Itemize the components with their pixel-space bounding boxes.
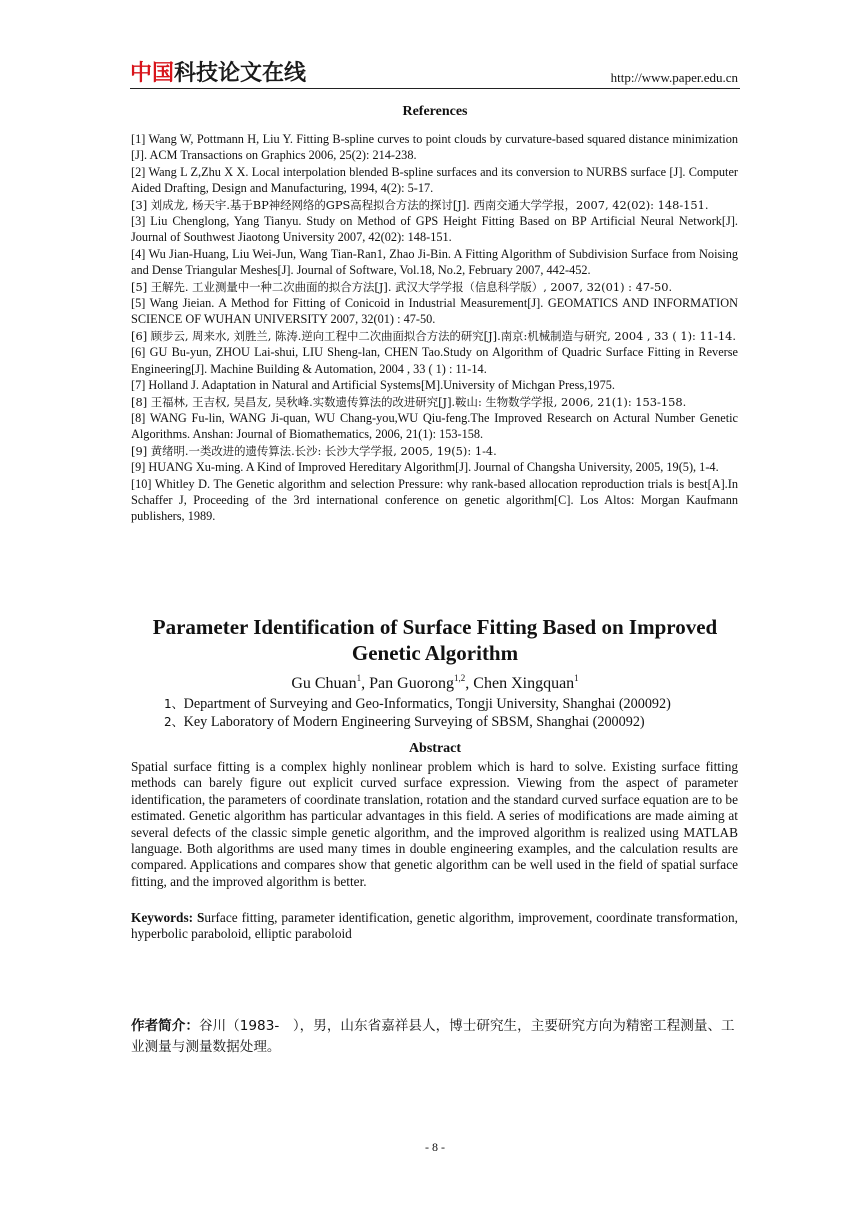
references-heading: References <box>402 104 468 119</box>
reference-item: [8] 王福林, 王吉权, 吴昌友, 吴秋峰.实数遗传算法的改进研究[J].鞍山: 生物数学学报, 2006, 21(1): 153-158. <box>131 394 687 409</box>
affiliation-number: 1、 <box>164 697 184 711</box>
reference-item: [6] 顾步云, 周来水, 刘胜兰, 陈涛.逆向工程中二次曲面拟合方法的研究[J].南京:机械制造与研究, 2004 , 33 ( 1): 11-14. <box>131 328 736 343</box>
affiliation-number: 2、 <box>164 715 184 729</box>
reference-item: [5] Wang Jieian. A Method for Fitting of Conicoid in Industrial Measurement[J]. GEOMATICS AND INFORMATION SCIENCE OF WUHAN UNIVERSITY 2007, 32(01) : 47-50. <box>131 296 738 327</box>
affiliation-text: Department of Surveying and Geo-Informatics, Tongji University, Shanghai (200092) <box>183 696 671 712</box>
author-bio-text: 谷川（1983- ），男，山东省嘉祥县人，博士研究生，主要研究方向为精密工程测量、工业测量与测量数据处理。 <box>131 1018 735 1055</box>
site-url[interactable]: http://www.paper.edu.cn <box>610 70 738 85</box>
author-name: Pan Guorong <box>369 675 455 692</box>
author-bio <box>131 1016 738 1058</box>
keywords-text: urface fitting, parameter identification, genetic algorithm, improvement, coordinate transformation, hyperbolic paraboloid, elliptic paraboloid <box>131 910 739 942</box>
page-number: - 8 - <box>425 1140 445 1154</box>
author-affiliation-mark: 1 <box>574 673 579 683</box>
affiliation-line <box>164 695 671 713</box>
author-affiliation-mark: 1 <box>356 673 362 683</box>
author-line: Gu Chuan$^1$, Pan Guorong$^{1,2}$, Chen Xingquan$^1$ <box>291 673 579 692</box>
reference-item: [3] Liu Chenglong, Yang Tianyu. Study on Method of GPS Height Fitting Based on BP Artificial Neural Network[J]. Journal of Southwest Jiaotong University 2007, 42(02): 148-151. <box>131 214 738 245</box>
logo-text-red: 中国 <box>130 61 175 86</box>
page-header <box>130 62 740 89</box>
reference-item: [9] HUANG Xu-ming. A Kind of Improved Hereditary Algorithm[J]. Journal of Changsha University, 2005, 19(5), 1-4. <box>131 460 719 475</box>
affiliation-line <box>164 713 645 731</box>
paper-title: Parameter Identification of Surface Fitting Based on Improved Genetic Algorithm <box>152 615 718 665</box>
reference-item: [2] Wang L Z,Zhu X X. Local interpolation blended B-spline surfaces and its conversion to NURBS surface [J]. Computer Aided Drafting, Design and Manufacturing, 1994, 4(2): 5-17. <box>131 164 738 196</box>
author-name: Gu Chuan <box>291 675 357 692</box>
keywords-label: Keywords: S <box>131 910 205 925</box>
logo-text-dark: 科技论文在线 <box>174 61 307 86</box>
reference-item: [9] 黄绪明.一类改进的遗传算法.长沙: 长沙大学学报, 2005, 19(5): 1-4. <box>131 443 497 458</box>
reference-item: [1] Wang W, Pottmann H, Liu Y. Fitting B-spline curves to point clouds by curvature-based squared distance minimization [J]. ACM Transactions on Graphics 2006, 25(2): 214-238. <box>131 132 738 163</box>
reference-item: [3] 刘成龙, 杨天宇.基于BP神经网络的GPS高程拟合方法的探讨[J]. 西南交通大学学报，2007, 42(02): 148-151. <box>131 197 709 212</box>
affiliation-text: Key Laboratory of Modern Engineering Surveying of SBSM, Shanghai (200092) <box>183 714 645 730</box>
reference-item: [10] Whitley D. The Genetic algorithm and selection Pressure: why rank-based allocation reproduction trials is best[A].In Schaffer J, Proceeding of the 3rd international conference on genetic algorithm[C]. Los Altos: Morgan Kaufmann publishers, 1989. <box>131 476 738 524</box>
keywords-paragraph <box>131 910 738 943</box>
abstract-text: Spatial surface fitting is a complex highly nonlinear problem which is hard to solve. Existing surface fitting methods can barely figure out explicit curved surface expression. Viewing from the aspect of parameter identification, the parameters of coordinate translation, rotation and the standard curved surface equation are to be estimated. Genetic algorithm has particular advantages in this field. A series of modifications are made aiming at several defects of the classic simple genetic algorithm, and the improved algorithm is realized using MATLAB language. Both algorithms are used many times in double engineering examples, and the calculation results are compared. Applications and compares show that genetic algorithm can be well used in the field of spatial surface fitting, and the improved algorithm is better. <box>131 759 738 889</box>
references-list <box>131 131 738 525</box>
reference-item: [8] WANG Fu-lin, WANG Ji-quan, WU Chang-you,WU Qiu-feng.The Improved Research on Actural Number Genetic Algorithms. Anshan: Journal of Biomathematics, 2006, 21(1): 153-158. <box>131 410 738 442</box>
reference-item: [6] GU Bu-yun, ZHOU Lai-shui, LIU Sheng-lan, CHEN Tao.Study on Algorithm of Quadric Surface Fitting in Reverse Engineering[J]. Machine Building & Automation, 2004 , 33 ( 1) : 11-14. <box>131 345 738 376</box>
abstract-heading: Abstract <box>408 741 462 756</box>
author-name: Chen Xingquan <box>473 675 575 692</box>
reference-item: [4] Wu Jian-Huang, Liu Wei-Jun, Wang Tian-Ran1, Zhao Ji-Bin. A Fitting Algorithm of Subdivision Surface from Noising and Dense Triangular Meshes[J]. Journal of Software, Vol.18, No.2, February 2007, 442-452. <box>131 246 738 278</box>
author-bio-label: 作者简介： <box>131 1018 199 1034</box>
reference-item: [5] 王解先. 工业测量中一种二次曲面的拟合方法[J]. 武汉大学学报（信息科学版）, 2007, 32(01) : 47-50. <box>131 279 673 294</box>
author-affiliation-mark: 1,2 <box>454 673 466 683</box>
site-logo <box>130 62 306 86</box>
reference-item: [7] Holland J. Adaptation in Natural and Artificial Systems[M].University of Michgan Press,1975. <box>131 378 615 393</box>
